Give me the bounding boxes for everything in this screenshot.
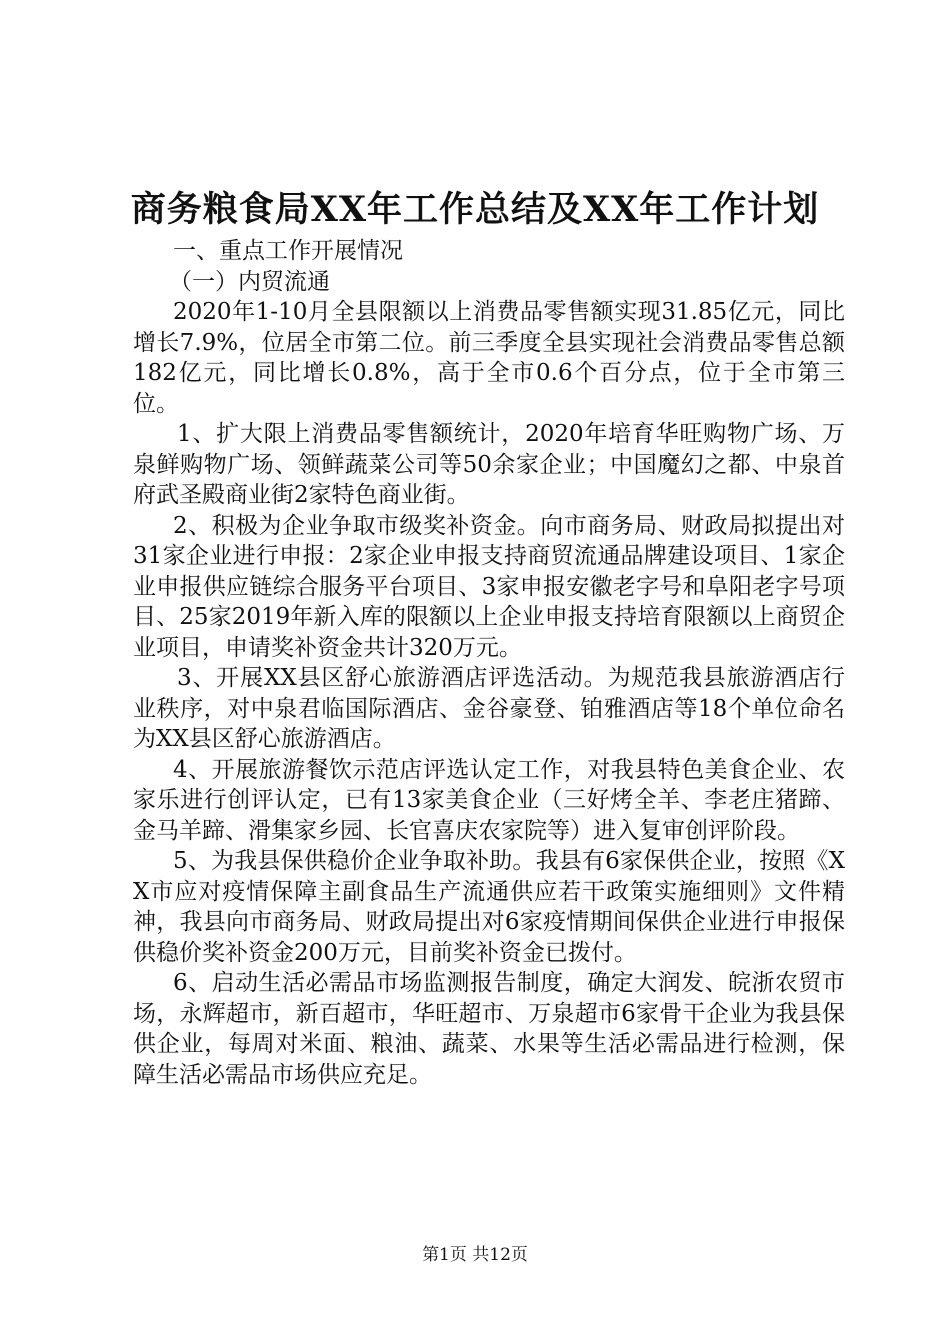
page-number: 第1页 共12页 — [422, 1245, 528, 1265]
paragraph-summary: 2020年1-10月全县限额以上消费品零售额实现31.85亿元，同比增长7.9%，位居全市第二位。前三季度全县实现社会消费品零售总额182亿元，同比增长0.8%，高于全市0.6个百分点，位于全市第三位。 — [133, 299, 845, 417]
paragraph-item-3: 3、开展XX县区舒心旅游酒店评选活动。为规范我县旅游酒店行业秩序，对中泉君临国际酒店、金谷豪登、铂雅酒店等18个单位命名为XX县区舒心旅游酒店。 — [133, 665, 845, 752]
paragraph-item-6: 6、启动生活必需品市场监测报告制度，确定大润发、皖浙农贸市场，永辉超市，新百超市，华旺超市、万泉超市6家骨干企业为我县保供企业，每周对米面、粮油、蔬菜、水果等生活必需品进行检测，保障生活必需品市场供应充足。 — [133, 970, 845, 1088]
subsection-heading: （一）内贸流通 — [169, 268, 330, 295]
section-heading: 一、重点工作开展情况 — [173, 238, 403, 264]
paragraph-item-5: 5、为我县保供稳价企业争取补助。我县有6家保供企业，按照《XX市应对疫情保障主副食品生产流通供应若干政策实施细则》文件精神，我县向市商务局、财政局提出对6家疫情期间保供企业进行申报保供稳价奖补资金200万元，目前奖补资金已拨付。 — [133, 848, 845, 966]
document-body — [133, 236, 845, 1090]
paragraph-item-4: 4、开展旅游餐饮示范店评选认定工作，对我县特色美食企业、农家乐进行创评认定，已有13家美食企业（三好烤全羊、李老庄猪蹄、金马羊蹄、滑集家乡园、长官喜庆农家院等）进入复审创评阶段。 — [133, 756, 845, 844]
paragraph-item-1: 1、扩大限上消费品零售额统计，2020年培育华旺购物广场、万泉鲜购物广场、领鲜蔬菜公司等50余家企业；中国魔幻之都、中泉首府武圣殿商业街2家特色商业街。 — [133, 421, 845, 508]
document-title: 商务粮食局XX年工作总结及XX年工作计划 — [130, 189, 820, 230]
paragraph-item-2: 2、积极为企业争取市级奖补资金。向市商务局、财政局拟提出对31家企业进行申报：2家企业申报支持商贸流通品牌建设项目、1家企业申报供应链综合服务平台项目、3家申报安徽老字号和阜阳老字号项目、25家2019年新入库的限额以上企业申报支持培育限额以上商贸企业项目，申请奖补资金共计320万元。 — [133, 512, 845, 661]
